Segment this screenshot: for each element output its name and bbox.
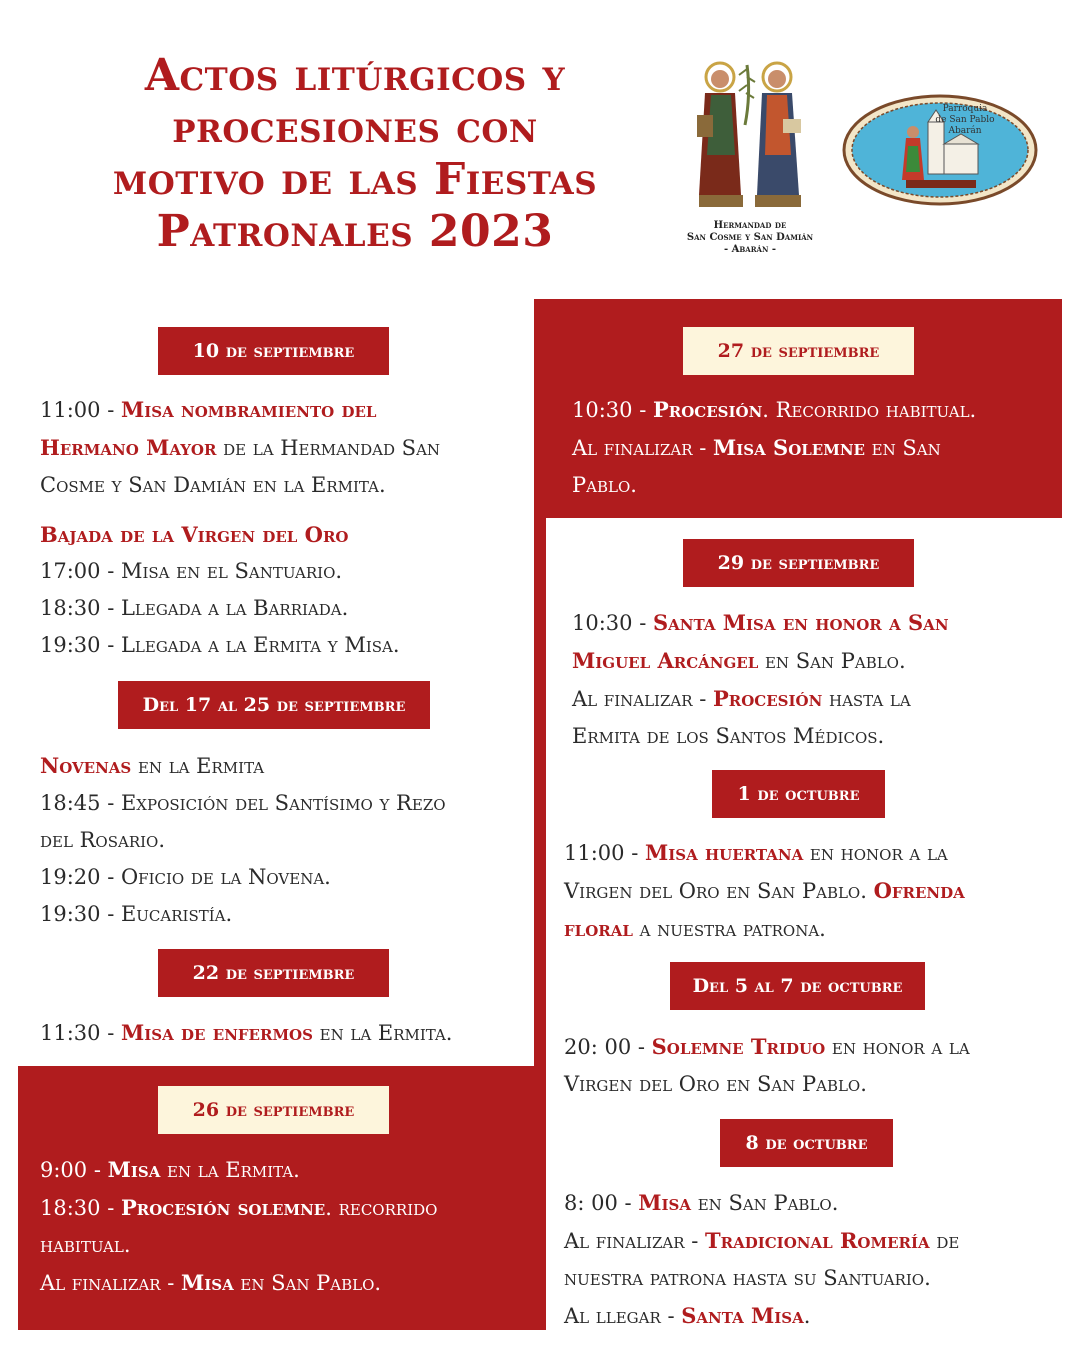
- event-line: [564, 1297, 959, 1335]
- event-26-septiembre: [40, 1151, 437, 1302]
- event-line: [40, 429, 440, 467]
- time-text: 20: 00 -: [564, 1035, 652, 1059]
- time-text: 10:30 -: [572, 611, 653, 635]
- event-line: [564, 910, 965, 948]
- plain-text: . recorrido: [325, 1196, 438, 1220]
- event-line: 18:30 - Llegada a la Barriada.: [40, 596, 349, 620]
- event-line: [564, 1222, 959, 1260]
- plain-text: en San Pablo.: [758, 649, 906, 673]
- time-text: 11:00 -: [564, 841, 645, 865]
- time-text: 11:00 -: [40, 398, 121, 422]
- plain-text: en honor a la: [803, 841, 948, 865]
- event-line: 18:45 - Exposición del Santísimo y Rezo: [40, 791, 446, 815]
- plain-text: en la Ermita: [131, 754, 265, 778]
- event-line: [40, 747, 446, 785]
- highlight-text: Miguel Arcángel: [572, 648, 759, 673]
- time-text: 11:30 -: [40, 1021, 121, 1045]
- event-line: 19:20 - Oficio de la Novena.: [40, 865, 331, 889]
- highlight-text: Hermano Mayor: [40, 435, 217, 460]
- highlight-text: Misa: [180, 1270, 234, 1295]
- plain-text: Al finalizar -: [40, 1271, 181, 1295]
- time-text: 9:00 -: [40, 1158, 108, 1182]
- event-line: Cosme y San Damián en la Ermita.: [40, 473, 386, 497]
- event-line: [40, 1014, 452, 1052]
- parish-logo-text: [925, 104, 1005, 137]
- event-line: habitual.: [40, 1233, 131, 1257]
- highlight-text: Procesión: [712, 686, 823, 711]
- highlight-text: Solemne Triduo: [651, 1034, 826, 1059]
- event-line: Pablo.: [572, 473, 637, 497]
- highlight-heading: Bajada de la Virgen del Oro: [40, 522, 349, 547]
- event-line: [572, 391, 976, 429]
- plain-text: a nuestra patrona.: [632, 917, 826, 941]
- event-line: [564, 1184, 959, 1222]
- highlight-text: Tradicional Romería: [704, 1228, 930, 1253]
- plain-text: en la Ermita.: [160, 1158, 300, 1182]
- highlight-text: Misa: [107, 1157, 161, 1182]
- title-line: procesiones con: [172, 102, 538, 153]
- event-line: nuestra patrona hasta su Santuario.: [564, 1266, 931, 1290]
- event-8-octubre: [564, 1184, 959, 1335]
- event-line: Virgen del Oro en San Pablo.: [564, 1072, 867, 1096]
- event-line: [572, 680, 949, 718]
- event-bajada-virgen: [40, 516, 400, 664]
- date-badge-8-octubre: 8 de octubre: [720, 1119, 893, 1167]
- event-5-7-octubre: [564, 1028, 970, 1103]
- plain-text: en honor a la: [825, 1035, 970, 1059]
- event-line: 19:30 - Llegada a la Ermita y Misa.: [40, 633, 400, 657]
- plain-text: de la Hermandad San: [216, 436, 441, 460]
- event-line: [40, 1264, 437, 1302]
- event-line: [40, 1151, 437, 1189]
- event-line: [40, 391, 440, 429]
- date-badge-26-septiembre: 26 de septiembre: [158, 1086, 389, 1134]
- date-badge-17-25-septiembre: Del 17 al 25 de septiembre: [118, 681, 430, 729]
- highlight-text: Procesión solemne: [120, 1195, 326, 1220]
- parish-text-line: de San Pablo: [935, 115, 995, 125]
- highlight-text: floral: [564, 916, 633, 941]
- caption-line: San Cosme y San Damián: [686, 232, 814, 243]
- plain-text: en San: [865, 436, 941, 460]
- plain-text: en la Ermita.: [312, 1021, 453, 1045]
- caption-line: - Abarán -: [723, 244, 777, 255]
- event-line: del Rosario.: [40, 828, 166, 852]
- plain-text: Al llegar -: [564, 1304, 682, 1328]
- event-1-octubre: [564, 834, 965, 948]
- event-line: 17:00 - Misa en el Santuario.: [40, 559, 343, 583]
- plain-text: Al finalizar -: [564, 1229, 705, 1253]
- event-novenas: [40, 747, 446, 933]
- event-line: [572, 429, 976, 467]
- highlight-text: Misa huertana: [644, 840, 804, 865]
- saints-figures-icon: [685, 55, 815, 215]
- event-line: [40, 1189, 437, 1227]
- plain-text: Al finalizar -: [572, 436, 713, 460]
- plain-text: . Recorrido habitual.: [762, 398, 977, 422]
- event-line: [564, 834, 965, 872]
- event-line: 19:30 - Eucaristía.: [40, 902, 233, 926]
- date-badge-10-septiembre: 10 de septiembre: [158, 327, 389, 375]
- event-line: Ermita de los Santos Médicos.: [572, 724, 885, 748]
- date-badge-1-octubre: 1 de octubre: [712, 770, 885, 818]
- date-badge-5-7-octubre: Del 5 al 7 de octubre: [670, 962, 925, 1010]
- highlight-text: Santa Misa: [681, 1303, 804, 1328]
- plain-text: Al finalizar -: [572, 687, 713, 711]
- caption-line: Hermandad de: [713, 220, 787, 231]
- plain-text: .: [803, 1304, 811, 1328]
- event-29-septiembre: [572, 604, 949, 755]
- event-line: [564, 872, 965, 910]
- title-line: motivo de las Fiestas: [112, 154, 598, 205]
- page-title: [60, 50, 650, 258]
- title-line: Patronales 2023: [156, 206, 554, 257]
- time-text: 8: 00 -: [564, 1191, 639, 1215]
- plain-text: en San Pablo.: [691, 1191, 839, 1215]
- parish-text-line: Abarán: [948, 126, 982, 136]
- event-line: [572, 604, 949, 642]
- highlight-text: Santa Misa en honor a San: [652, 610, 949, 635]
- plain-text: hasta la: [822, 687, 911, 711]
- parish-text-line: Parroquia: [942, 104, 988, 114]
- highlight-text: Procesión: [652, 397, 763, 422]
- plain-text: Virgen del Oro en San Pablo.: [564, 879, 874, 903]
- event-line: [564, 1028, 970, 1066]
- highlight-text: Misa de enfermos: [120, 1020, 313, 1045]
- highlight-text: Ofrenda: [873, 878, 965, 903]
- date-badge-29-septiembre: 29 de septiembre: [683, 539, 914, 587]
- event-line: [572, 642, 949, 680]
- event-22-septiembre: [40, 1014, 452, 1052]
- event-27-septiembre: [572, 391, 976, 504]
- time-text: 10:30 -: [572, 398, 653, 422]
- title-line: Actos litúrgicos y: [144, 50, 566, 101]
- hermandad-caption: [660, 220, 840, 256]
- date-badge-22-septiembre: 22 de septiembre: [158, 949, 389, 997]
- plain-text: de: [929, 1229, 960, 1253]
- highlight-text: Misa: [638, 1190, 692, 1215]
- date-badge-27-septiembre: 27 de septiembre: [683, 327, 914, 375]
- highlight-text: Novenas: [40, 753, 132, 778]
- highlight-text: Misa Solemne: [712, 435, 865, 460]
- plain-text: en San Pablo.: [233, 1271, 382, 1295]
- highlight-text: Misa nombramiento del: [120, 397, 377, 422]
- time-text: 18:30 -: [40, 1196, 121, 1220]
- event-10-septiembre: [40, 391, 440, 504]
